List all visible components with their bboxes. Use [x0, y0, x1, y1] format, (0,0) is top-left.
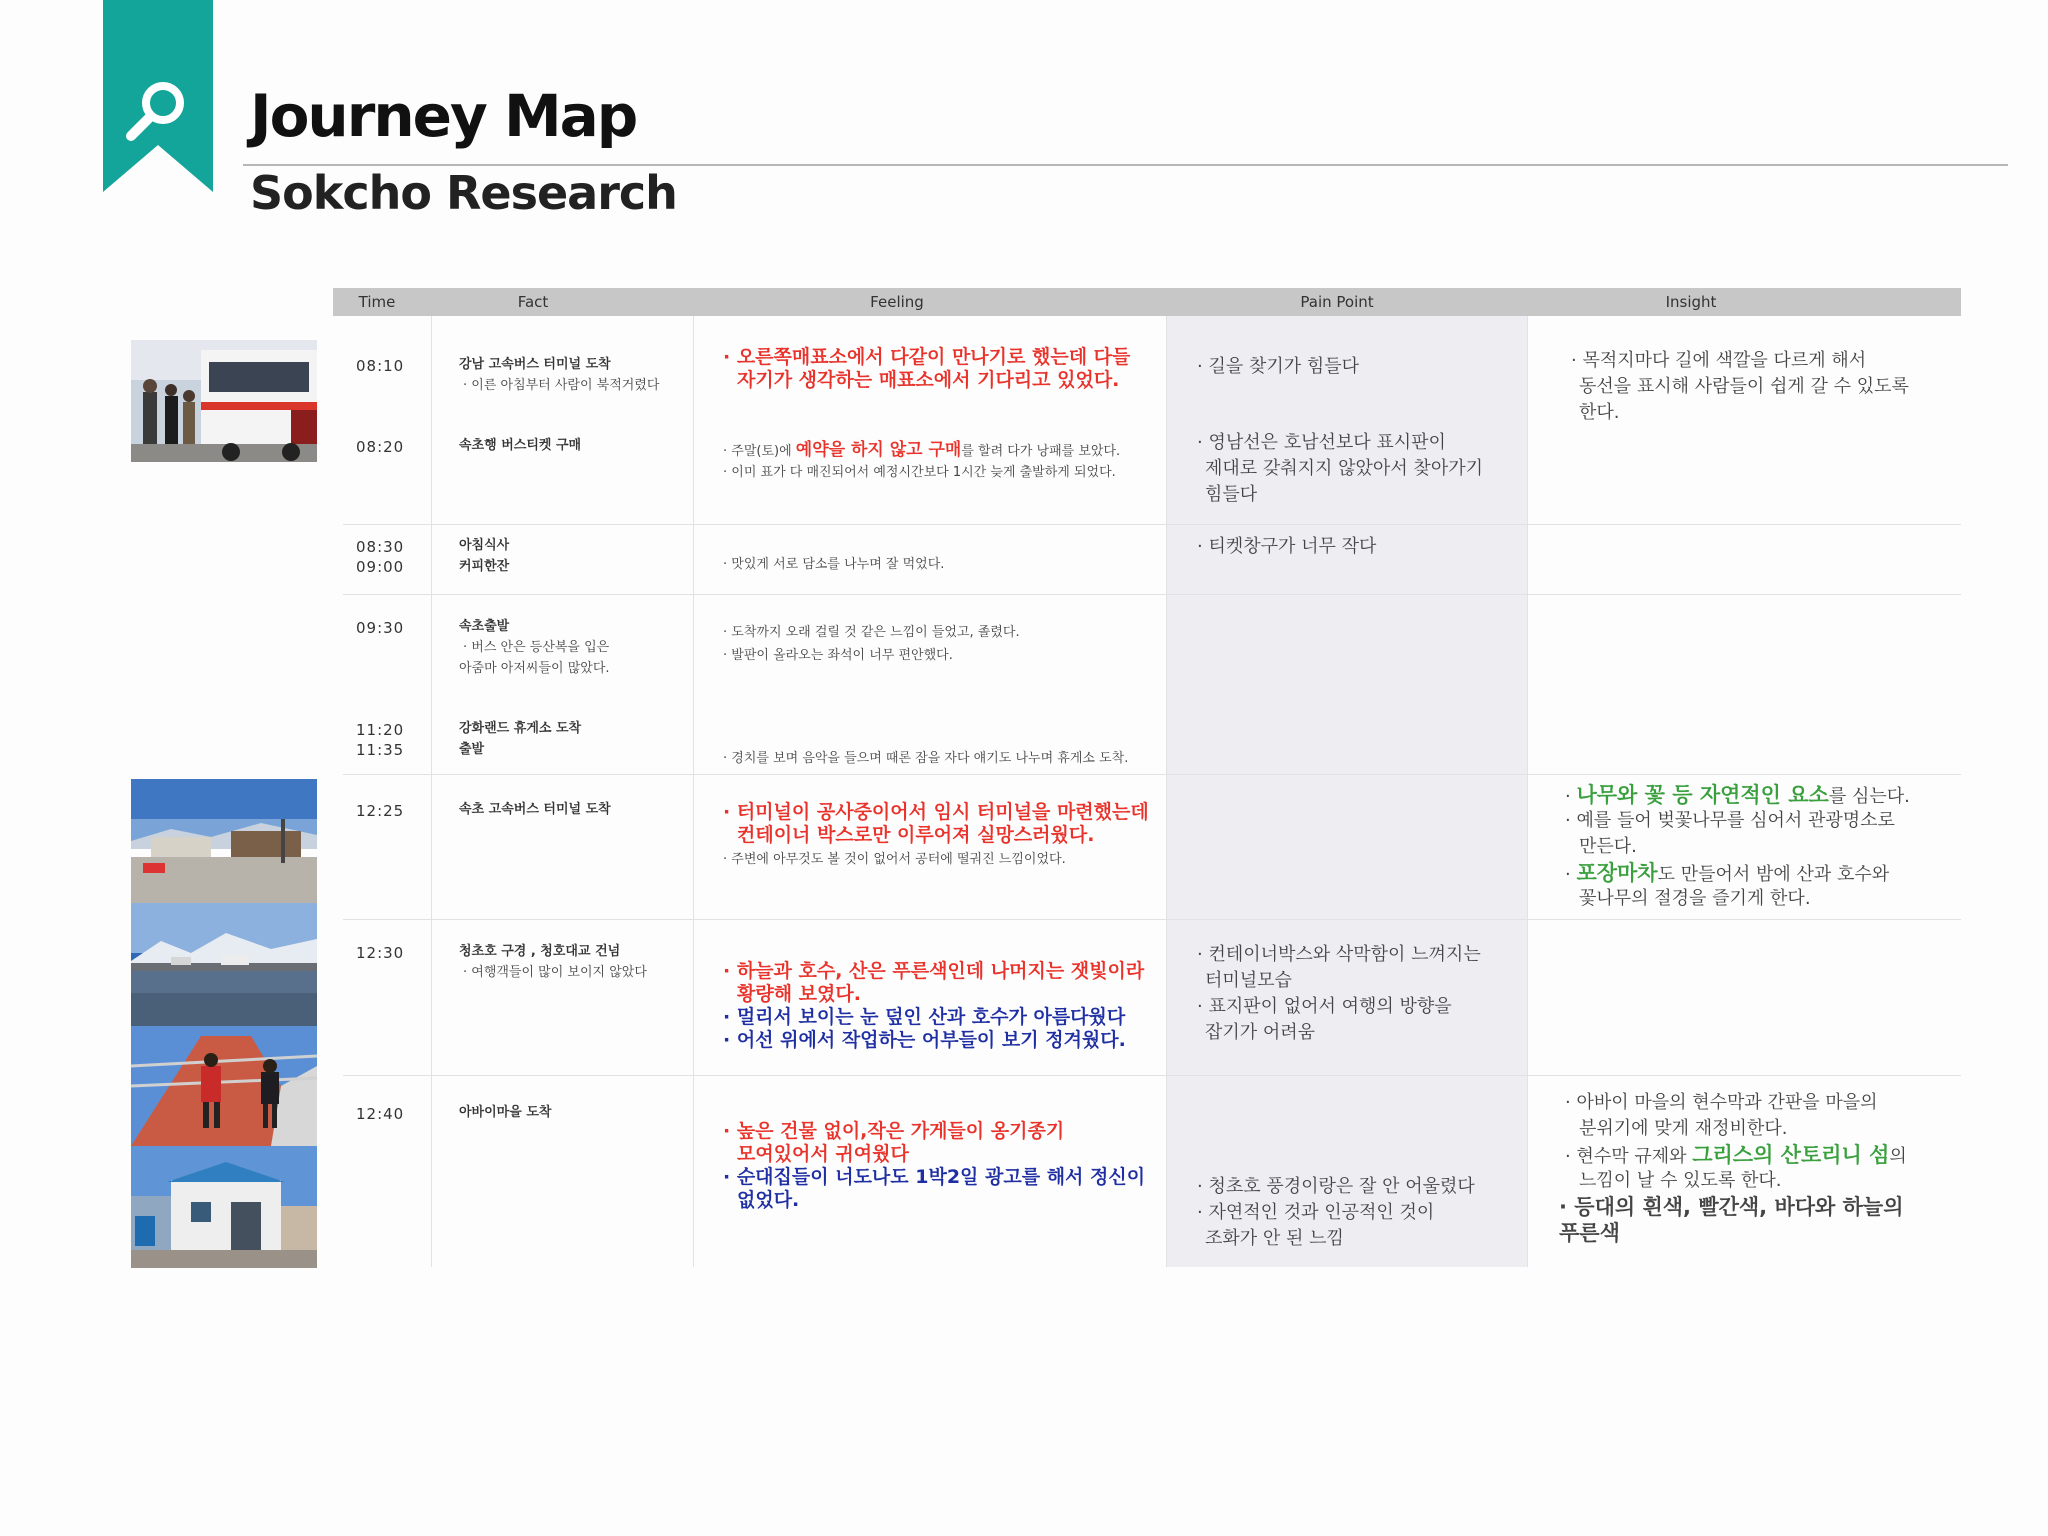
feeling-highlight: 황량해 보였다.: [737, 983, 861, 1005]
insight-text: 분위기에 맞게 재정비한다.: [1579, 1118, 1788, 1139]
fact-text: 속초행 버스티켓 구매: [459, 438, 582, 453]
feeling-highlight: · 멀리서 보이는 눈 덮인 산과 호수가 아름다웠다: [723, 1006, 1126, 1028]
column-divider: [1166, 316, 1167, 1267]
fact-subtext: 아줌마 아저씨들이 많았다.: [459, 661, 610, 676]
insight-text: · 목적지마다 길에 색깔을 다르게 해서: [1571, 350, 1867, 371]
row-divider: [343, 594, 1961, 595]
bookmark-ribbon: [103, 0, 213, 192]
feeling-text: · 맛있게 서로 담소를 나누며 잘 먹었다.: [723, 557, 945, 572]
pain-point-text: · 청초호 풍경이랑은 잘 안 어울렸다: [1197, 1176, 1475, 1197]
row-divider: [343, 774, 1961, 775]
feeling-highlight: · 순대집들이 너도나도 1박2일 광고를 해서 정신이: [723, 1166, 1146, 1188]
fact-subtext: · 이른 아침부터 사람이 북적거렸다: [463, 378, 660, 393]
feeling-highlight: 없었다.: [737, 1189, 800, 1211]
column-divider: [1527, 316, 1528, 1267]
time-cell: 09:00: [356, 558, 405, 576]
insight-text: 꽃나무의 절경을 즐기게 한다.: [1579, 888, 1811, 909]
time-cell: 08:30: [356, 538, 405, 556]
lake-bridge-photo: [131, 903, 317, 1026]
fact-text: 아침식사: [459, 538, 510, 553]
fact-text: 속초출발: [459, 619, 510, 634]
pain-point-text: · 길을 찾기가 힘들다: [1197, 356, 1359, 377]
insight-text: 느낌이 날 수 있도록 한다.: [1579, 1170, 1782, 1191]
row-divider: [343, 919, 1961, 920]
fact-text: 커피한잔: [459, 559, 510, 574]
pain-point-text: · 티켓창구가 너무 작다: [1197, 536, 1377, 557]
time-cell: 11:20: [356, 721, 405, 739]
pain-point-text: · 자연적인 것과 인공적인 것이: [1197, 1202, 1435, 1223]
time-cell: 12:40: [356, 1105, 405, 1123]
pain-point-text: 제대로 갖춰지지 않았아서 찾아가기: [1205, 458, 1483, 479]
time-cell: 11:35: [356, 741, 405, 759]
bus-terminal-photo: [131, 340, 317, 462]
fact-text: 아바이마을 도착: [459, 1105, 552, 1120]
feeling-highlight: · 높은 건물 없이,작은 가게들이 옹기종기: [723, 1120, 1065, 1142]
fact-text: 출발: [459, 742, 485, 757]
feeling-highlight: · 오른쪽매표소에서 다같이 만나기로 했는데 다들: [723, 346, 1131, 368]
feeling-text: · 도착까지 오래 걸릴 것 같은 느낌이 들었고, 졸렸다.: [723, 625, 1020, 640]
insight-text: · 예를 들어 벚꽃나무를 심어서 관광명소로: [1565, 810, 1895, 831]
village-house-photo: [131, 1146, 317, 1268]
column-header-insight: Insight: [1665, 293, 1717, 311]
feeling-highlight: 자기가 생각하는 매표소에서 기다리고 있었다.: [737, 369, 1120, 391]
row-divider: [343, 1075, 1961, 1076]
row-divider: [343, 524, 1961, 525]
feeling-text: · 경치를 보며 음악을 들으며 때론 잠을 자다 얘기도 나누며 휴게소 도착.: [723, 751, 1129, 766]
fact-text: 강남 고속버스 터미널 도착: [459, 357, 611, 372]
insight-text: · 포장마차도 만들어서 밤에 산과 호수와: [1565, 861, 1890, 885]
page-title: Journey Map: [250, 82, 637, 150]
time-cell: 08:10: [356, 357, 405, 375]
pain-point-text: 힘들다: [1205, 484, 1258, 505]
insight-text: 동선을 표시해 사람들이 쉽게 갈 수 있도록: [1579, 376, 1909, 397]
insight-text: · 나무와 꽃 등 자연적인 요소를 심는다.: [1565, 783, 1910, 807]
pain-point-text: · 컨테이너박스와 삭막함이 느껴지는: [1197, 944, 1481, 965]
insight-text: 만든다.: [1579, 836, 1637, 857]
time-cell: 08:20: [356, 438, 405, 456]
feeling-highlight: 모여있어서 귀여웠다: [737, 1143, 909, 1165]
feeling-text: · 발판이 올라오는 좌석이 너무 편안했다.: [723, 648, 953, 663]
fact-text: 속초 고속버스 터미널 도착: [459, 802, 611, 817]
feeling-text: · 주변에 아무것도 볼 것이 없어서 공터에 떨궈진 느낌이었다.: [723, 852, 1066, 867]
pain-point-text: 조화가 안 된 느낌: [1205, 1228, 1344, 1249]
insight-highlight: 푸른색: [1559, 1221, 1620, 1245]
red-stairs-photo: [131, 1026, 317, 1146]
pain-point-text: · 표지판이 없어서 여행의 방향을: [1197, 996, 1452, 1017]
feeling-highlight: · 어선 위에서 작업하는 어부들이 보기 정겨웠다.: [723, 1029, 1126, 1051]
insight-highlight: · 등대의 흰색, 빨간색, 바다와 하늘의: [1559, 1195, 1904, 1219]
feeling-highlight: 컨테이너 박스로만 이루어져 실망스러웠다.: [737, 824, 1095, 846]
pain-point-text: 터미널모습: [1205, 970, 1292, 991]
fact-text: 청초호 구경 , 청호대교 건넘: [459, 944, 621, 959]
column-header-time: Time: [358, 293, 396, 311]
pain-point-text: 잡기가 어려움: [1205, 1022, 1316, 1043]
column-header-fact: Fact: [517, 293, 549, 311]
time-cell: 12:25: [356, 802, 405, 820]
fact-subtext: · 여행객들이 많이 보이지 않았다: [463, 965, 647, 980]
page-subtitle: Sokcho Research: [250, 166, 677, 220]
feeling-text: · 주말(토)에 예약을 하지 않고 구매를 할려 다가 낭패를 보았다.: [723, 440, 1121, 460]
feeling-highlight: · 터미널이 공사중이어서 임시 터미널을 마련했는데: [723, 801, 1149, 823]
column-header-pain-point: Pain Point: [1300, 293, 1374, 311]
column-divider: [431, 316, 432, 1267]
insight-text: · 현수막 규제와 그리스의 산토리니 섬의: [1565, 1143, 1907, 1167]
fact-subtext: · 버스 안은 등산복을 입은: [463, 640, 610, 655]
feeling-highlight: · 하늘과 호수, 산은 푸른색인데 나머지는 잿빛이라: [723, 960, 1145, 982]
time-cell: 09:30: [356, 619, 405, 637]
journey-table: [333, 288, 1961, 1249]
insight-text: 한다.: [1579, 402, 1620, 423]
table-header: [333, 288, 1961, 316]
feeling-text: · 이미 표가 다 매진되어서 예정시간보다 1시간 늦게 출발하게 되었다.: [723, 465, 1116, 480]
construction-terminal-photo: [131, 779, 317, 903]
fact-text: 강화랜드 휴게소 도착: [459, 721, 582, 736]
time-cell: 12:30: [356, 944, 405, 962]
column-header-feeling: Feeling: [870, 293, 924, 311]
insight-text: · 아바이 마을의 현수막과 간판을 마을의: [1565, 1092, 1878, 1113]
pain-point-text: · 영남선은 호남선보다 표시판이: [1197, 432, 1446, 453]
column-divider: [693, 316, 694, 1267]
